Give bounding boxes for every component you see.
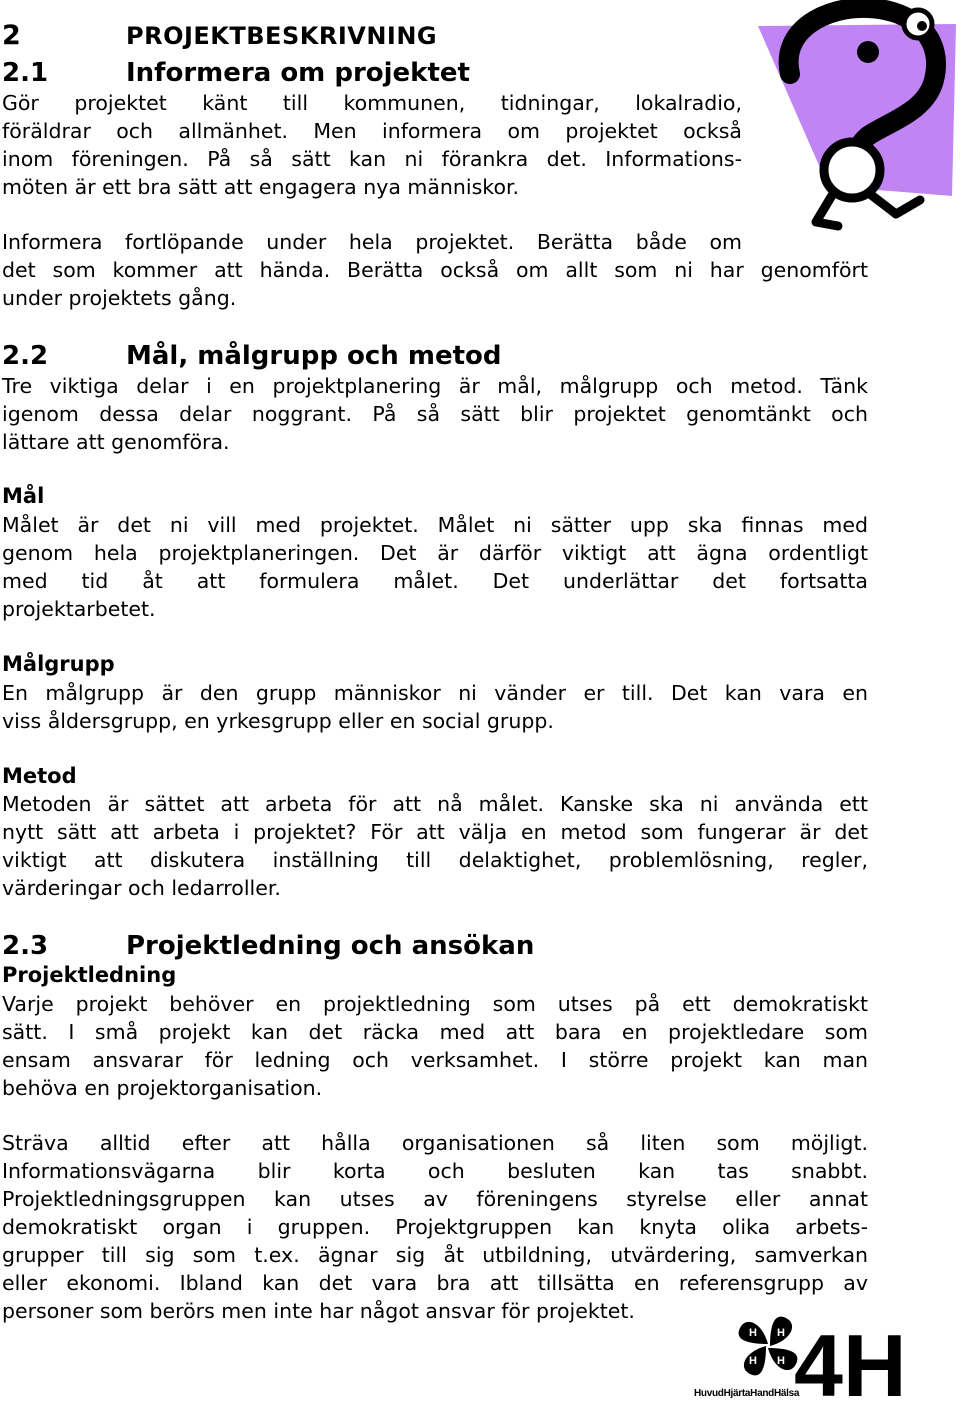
section-number: 2: [2, 20, 22, 51]
text-line: behöva en projektorganisation.: [2, 1076, 323, 1100]
text-line: Informera fortlöpande under hela projektet. Berätta både om: [2, 230, 742, 254]
subsection-heading-2-3: [2, 931, 534, 961]
text-line: Tre viktiga delar i en projektplanering är mål, målgrupp och metod. Tänk: [2, 374, 868, 398]
paragraph: [2, 990, 868, 1102]
subsection-number: 2.1: [2, 58, 49, 88]
text-line: projektarbetet.: [2, 597, 156, 621]
text-line: Gör projektet känt till kommunen, tidningar, lokalradio,: [2, 91, 742, 115]
mascot-right-leg: [870, 194, 920, 214]
subsection-title: Projektledning och ansökan: [126, 931, 535, 961]
subsection-title: Informera om projektet: [126, 58, 470, 88]
logo-tagline: HuvudHjärtaHandHälsa: [694, 1388, 800, 1399]
mascot-left-leg: [816, 192, 838, 226]
paragraph: [2, 790, 868, 902]
subsection-number: 2.2: [2, 341, 49, 371]
text-line: personer som berörs men inte har något ansvar för projektet.: [2, 1299, 635, 1323]
paragraph: [2, 89, 742, 201]
text-line: viktigt att diskutera inställning till delaktighet, problemlösning, regler,: [2, 848, 868, 872]
paragraph: [2, 1129, 868, 1325]
text-line: möten är ett bra sätt att engagera nya människor.: [2, 175, 520, 199]
text-line: värderingar och ledarroller.: [2, 876, 281, 900]
text-line: under projektets gång.: [2, 286, 237, 310]
paragraph: [2, 679, 868, 735]
malgrupp-heading: Målgrupp: [2, 652, 115, 676]
text-line: med tid åt att formulera målet. Det underlättar det fortsatta: [2, 569, 868, 593]
text-line: föräldrar och allmänhet. Men informera om projektet också: [2, 119, 742, 143]
mascot-mouth: [857, 41, 879, 63]
subsection-title: Mål, målgrupp och metod: [126, 341, 502, 371]
logo-mark: 4H: [794, 1316, 907, 1404]
subsection-heading-2-1: [2, 58, 470, 88]
svg-text:H: H: [749, 1327, 757, 1339]
text-line: inom föreningen. På så sätt kan ni förankra det. Informations-: [2, 147, 742, 171]
text-line: grupper till sig som t.ex. ägnar sig åt utbildning, utvärdering, samverkan: [2, 1243, 868, 1267]
text-line: genom hela projektplaneringen. Det är därför viktigt att ägna ordentligt: [2, 541, 868, 565]
section-title: PROJEKTBESKRIVNING: [126, 22, 438, 50]
paragraph: [2, 372, 868, 456]
question-mark-mascot-illustration: [756, 0, 960, 232]
mal-heading: Mål: [2, 484, 45, 508]
clover-icon: [739, 1317, 798, 1376]
text-line: sätt. I små projekt kan det räcka med att bara en projektledare som: [2, 1020, 868, 1044]
text-line: eller ekonomi. Ibland kan det vara bra att tillsätta en referensgrupp av: [2, 1271, 868, 1295]
paragraph: [2, 228, 868, 312]
text-line: lättare att genomföra.: [2, 430, 230, 454]
text-line: det som kommer att hända. Berätta också om allt som ni har genomfört: [2, 258, 868, 282]
paragraph: [2, 511, 868, 623]
projektledning-heading: Projektledning: [2, 963, 177, 987]
subsection-heading-2-2: [2, 341, 502, 371]
text-line: Projektledningsgruppen kan utses av föreningens styrelse eller annat: [2, 1187, 868, 1211]
text-line: Varje projekt behöver en projektledning som utses på ett demokratiskt: [2, 992, 868, 1016]
svg-text:H: H: [749, 1355, 757, 1367]
metod-heading: Metod: [2, 764, 77, 788]
text-line: viss åldersgrupp, en yrkesgrupp eller en social grupp.: [2, 709, 554, 733]
text-line: Metoden är sättet att arbeta för att nå målet. Kanske ska ni använda ett: [2, 792, 868, 816]
svg-text:H: H: [777, 1355, 785, 1367]
subsection-number: 2.3: [2, 931, 49, 961]
text-line: En målgrupp är den grupp människor ni vänder er till. Det kan vara en: [2, 681, 868, 705]
text-line: Målet är det ni vill med projektet. Målet ni sätter upp ska finnas med: [2, 513, 868, 537]
text-line: Informationsvägarna blir korta och besluten kan tas snabbt.: [2, 1159, 868, 1183]
text-line: Sträva alltid efter att hålla organisationen så liten som möjligt.: [2, 1131, 868, 1155]
text-line: nytt sätt att arbeta i projektet? För att välja en metod som fungerar är det: [2, 820, 868, 844]
svg-text:H: H: [777, 1327, 785, 1339]
text-line: demokratiskt organ i gruppen. Projektgruppen kan knyta olika arbets-: [2, 1215, 868, 1239]
section-heading: [2, 20, 437, 51]
mascot-pupil: [917, 21, 927, 31]
text-line: igenom dessa delar noggrant. På så sätt blir projektet genomtänkt och: [2, 402, 868, 426]
text-line: ensam ansvarar för ledning och verksamhet. I större projekt kan man: [2, 1048, 868, 1072]
